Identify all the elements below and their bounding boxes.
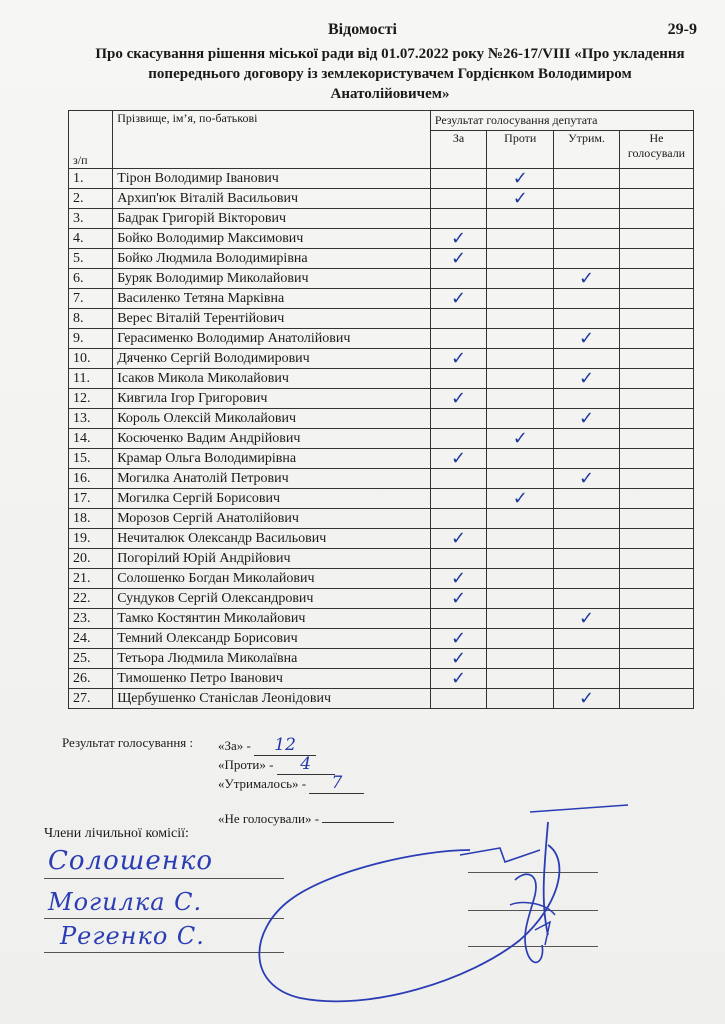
deputy-name: Солошенко Богдан Миколайович bbox=[113, 569, 431, 589]
check-mark-icon: ✓ bbox=[512, 427, 528, 449]
header-for: За bbox=[430, 131, 487, 169]
row-number: 24. bbox=[69, 629, 113, 649]
deputy-name: Сундуков Сергій Олександрович bbox=[113, 589, 431, 609]
check-mark-icon: ✓ bbox=[579, 267, 595, 289]
result-for-value: 12 bbox=[274, 735, 296, 755]
header-result: Результат голосування депутата bbox=[430, 111, 693, 131]
deputy-name: Могилка Анатолій Петрович bbox=[113, 469, 431, 489]
deputy-name: Бойко Володимир Максимович bbox=[113, 229, 431, 249]
check-mark-icon: ✓ bbox=[451, 627, 467, 649]
deputy-name: Герасименко Володимир Анатолійович bbox=[113, 329, 431, 349]
deputy-name: Буряк Володимир Миколайович bbox=[113, 269, 431, 289]
result-against-value: 4 bbox=[300, 754, 312, 774]
row-number: 8. bbox=[69, 309, 113, 329]
deputy-name: Тамко Костянтин Миколайович bbox=[113, 609, 431, 629]
check-mark-icon: ✓ bbox=[451, 347, 467, 369]
row-number: 16. bbox=[69, 469, 113, 489]
row-number: 2. bbox=[69, 189, 113, 209]
committee-member-2: Могилка С. bbox=[48, 888, 203, 916]
check-mark-icon: ✓ bbox=[451, 247, 467, 269]
header-against: Проти bbox=[487, 131, 554, 169]
row-number: 1. bbox=[69, 169, 113, 189]
check-mark-icon: ✓ bbox=[451, 287, 467, 309]
deputy-name: Темний Олександр Борисович bbox=[113, 629, 431, 649]
row-number: 15. bbox=[69, 449, 113, 469]
header-novote: Не голосували bbox=[619, 131, 693, 169]
deputy-name: Нечиталюк Олександр Васильович bbox=[113, 529, 431, 549]
row-number: 12. bbox=[69, 389, 113, 409]
row-number: 6. bbox=[69, 269, 113, 289]
row-number: 7. bbox=[69, 289, 113, 309]
row-number: 25. bbox=[69, 649, 113, 669]
committee-member-1: Солошенко bbox=[48, 846, 214, 876]
row-number: 10. bbox=[69, 349, 113, 369]
check-mark-icon: ✓ bbox=[579, 607, 595, 629]
result-novote-label: «Не голосували» - bbox=[218, 811, 320, 826]
check-mark-icon: ✓ bbox=[451, 387, 467, 409]
row-number: 23. bbox=[69, 609, 113, 629]
check-mark-icon: ✓ bbox=[512, 487, 528, 509]
row-number: 17. bbox=[69, 489, 113, 509]
check-mark-icon: ✓ bbox=[579, 467, 595, 489]
check-mark-icon: ✓ bbox=[451, 227, 467, 249]
deputy-name: Ісаков Микола Миколайович bbox=[113, 369, 431, 389]
row-number: 19. bbox=[69, 529, 113, 549]
committee-member-3: Регенко С. bbox=[60, 922, 205, 950]
committee-label: Члени лічильної комісії: bbox=[44, 826, 189, 841]
header-number: з/п bbox=[69, 111, 113, 169]
result-label: Результат голосування : bbox=[62, 735, 194, 750]
row-number: 9. bbox=[69, 329, 113, 349]
document-subtitle: Про скасування рішення міської ради від 01.07.2022 року №26-17/VIII «Про укладення попереднього договору із землекористувачем Гордієнком Володимиром Анатолійовичем» bbox=[95, 46, 685, 102]
check-mark-icon: ✓ bbox=[512, 187, 528, 209]
deputy-name: Василенко Тетяна Марківна bbox=[113, 289, 431, 309]
check-mark-icon: ✓ bbox=[451, 527, 467, 549]
check-mark-icon: ✓ bbox=[451, 647, 467, 669]
deputy-name: Тірон Володимир Іванович bbox=[113, 169, 431, 189]
row-number: 22. bbox=[69, 589, 113, 609]
check-mark-icon: ✓ bbox=[579, 407, 595, 429]
row-number: 26. bbox=[69, 669, 113, 689]
row-number: 18. bbox=[69, 509, 113, 529]
deputy-name: Бойко Людмила Володимирівна bbox=[113, 249, 431, 269]
check-mark-icon: ✓ bbox=[451, 567, 467, 589]
deputy-name: Тимошенко Петро Іванович bbox=[113, 669, 431, 689]
check-mark-icon: ✓ bbox=[512, 167, 528, 189]
deputy-name: Верес Віталій Терентійович bbox=[113, 309, 431, 329]
result-against-label: «Проти» - bbox=[218, 757, 274, 772]
check-mark-icon: ✓ bbox=[579, 367, 595, 389]
row-number: 14. bbox=[69, 429, 113, 449]
deputy-name: Морозов Сергій Анатолійович bbox=[113, 509, 431, 529]
deputy-name: Дяченко Сергій Володимирович bbox=[113, 349, 431, 369]
deputy-name: Король Олексій Миколайович bbox=[113, 409, 431, 429]
row-number: 5. bbox=[69, 249, 113, 269]
deputy-name: Погорілий Юрій Андрійович bbox=[113, 549, 431, 569]
deputy-name: Бадрак Григорій Вікторович bbox=[113, 209, 431, 229]
deputy-name: Кивгила Ігор Григорович bbox=[113, 389, 431, 409]
check-mark-icon: ✓ bbox=[579, 687, 595, 709]
deputy-name: Косюченко Вадим Андрійович bbox=[113, 429, 431, 449]
deputy-name: Тетьора Людмила Миколаївна bbox=[113, 649, 431, 669]
check-mark-icon: ✓ bbox=[451, 587, 467, 609]
row-number: 4. bbox=[69, 229, 113, 249]
header-abstain: Утрим. bbox=[554, 131, 620, 169]
deputy-name: Могилка Сергій Борисович bbox=[113, 489, 431, 509]
document-number: 29-9 bbox=[667, 21, 697, 38]
document-title: Відомості bbox=[328, 21, 397, 38]
row-number: 3. bbox=[69, 209, 113, 229]
row-number: 27. bbox=[69, 689, 113, 709]
deputy-name: Щербушенко Станіслав Леонідович bbox=[113, 689, 431, 709]
check-mark-icon: ✓ bbox=[579, 327, 595, 349]
result-abstain-label: «Утрималось» - bbox=[218, 776, 307, 791]
result-abstain-value: 7 bbox=[331, 773, 343, 793]
row-number: 13. bbox=[69, 409, 113, 429]
row-number: 21. bbox=[69, 569, 113, 589]
row-number: 11. bbox=[69, 369, 113, 389]
deputy-name: Архип'юк Віталій Васильович bbox=[113, 189, 431, 209]
header-name: Прізвище, ім’я, по-батькові bbox=[113, 111, 431, 169]
row-number: 20. bbox=[69, 549, 113, 569]
result-for-label: «За» - bbox=[218, 738, 251, 753]
check-mark-icon: ✓ bbox=[451, 667, 467, 689]
deputy-name: Крамар Ольга Володимирівна bbox=[113, 449, 431, 469]
check-mark-icon: ✓ bbox=[451, 447, 467, 469]
